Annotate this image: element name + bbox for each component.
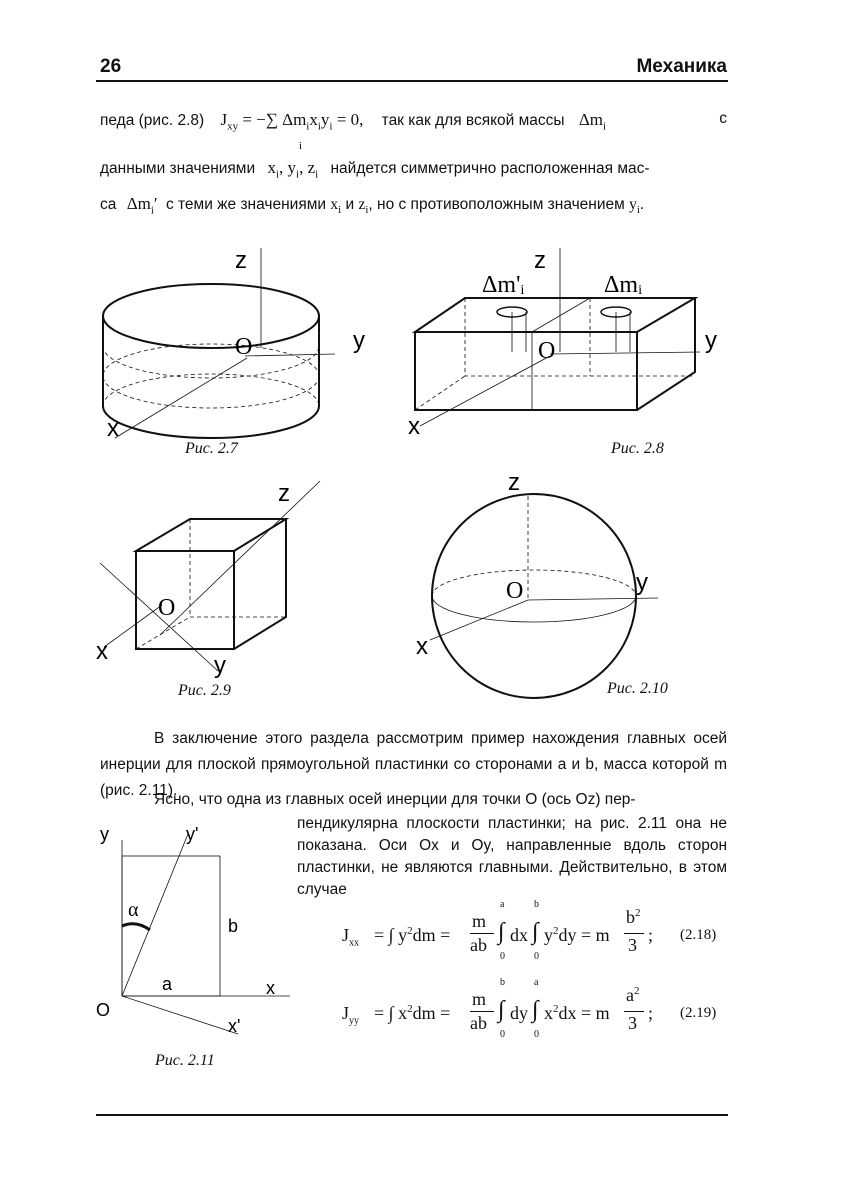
label-x: x: [107, 415, 119, 442]
caption-2-9: Рис. 2.9: [178, 682, 231, 699]
x-axis: [115, 358, 247, 438]
svg-text:x: x: [96, 638, 108, 665]
svg-text:x': x': [228, 1016, 241, 1036]
svg-text:z: z: [508, 469, 520, 496]
svg-text:z: z: [278, 480, 290, 507]
label-z: z: [235, 247, 247, 274]
svg-text:y: y: [214, 652, 226, 679]
caption-2-10: Рис. 2.10: [607, 680, 668, 697]
equation-2-18: $J_{xx}$ = ∫ $y^2dm$ = m ab ∫ a 0 dx ∫ b 0 $y^2dy = m$ $b^2$ 3 ;: [342, 899, 654, 962]
svg-text:α: α: [128, 899, 139, 921]
svg-text:x: x: [408, 413, 420, 440]
svg-text:b: b: [228, 916, 239, 936]
paragraph-conclusion: В заключение этого раздела рассмотрим пример нахождения главных осей инерции для плоской прямоугольной пластинки со сторонами a и b, масса которой m (рис. 2.11).: [100, 730, 727, 799]
svg-text:a: a: [162, 974, 173, 994]
intro-line-1: педа (рис. 2.8) $J_{xy}$ = −∑ $\Delta m_ix_iy_i = 0$, так как для всякой массы $\Delta m_i$ с: [100, 110, 727, 133]
cylinder-middle: [103, 344, 319, 408]
figure-2-11: [90, 820, 300, 1036]
sum-index: i: [299, 140, 303, 152]
svg-text:Δmᵢ: Δmᵢ: [604, 272, 643, 298]
header-rule: [96, 80, 728, 82]
paragraph-main-axes-first: Ясно, что одна из главных осей инерции для точки O (ось Oz) пер-: [154, 791, 636, 808]
chapter-title: Механика: [636, 56, 727, 77]
cylinder-back-bottom: [103, 374, 319, 406]
svg-text:Δm'ᵢ: Δm'ᵢ: [482, 272, 525, 298]
footer-rule: [96, 1114, 728, 1116]
cylinder-body: [103, 316, 319, 438]
page-number: 26: [100, 56, 122, 77]
caption-2-7: Рис. 2.7: [185, 440, 238, 457]
svg-text:O: O: [506, 578, 524, 604]
svg-text:y: y: [636, 569, 648, 596]
svg-text:y': y': [186, 824, 199, 844]
figure-2-9: [90, 475, 340, 685]
svg-text:y: y: [705, 327, 717, 354]
equation-number-2-19: (2.19): [680, 1005, 717, 1021]
svg-text:y: y: [100, 824, 109, 844]
figure-2-7: [95, 240, 385, 470]
svg-text:x: x: [416, 633, 428, 660]
svg-text:O: O: [158, 595, 176, 621]
cylinder-top: [103, 284, 319, 348]
intro-line-2: данными значениями $x_i$, $y_i$, $z_i$ найдется симметрично расположенная мас-: [100, 158, 650, 181]
equation-2-19: $J_{yy}$ = ∫ $x^2dm$ = m ab ∫ b 0 dy ∫ a 0 $x^2dx = m$ $a^2$ 3 ;: [342, 977, 654, 1040]
svg-text:O: O: [96, 1000, 111, 1020]
label-y: y: [353, 327, 365, 354]
svg-text:O: O: [538, 338, 556, 364]
svg-text:x: x: [266, 978, 275, 998]
equation-number-2-18: (2.18): [680, 927, 717, 943]
intro-line-3: са $\Delta m_i'$ с теми же значениями $x_i$ и $z_i$, но с противоположным значением $y_i$.: [100, 194, 644, 217]
caption-2-11: Рис. 2.11: [155, 1052, 215, 1069]
paragraph-main-axes-rest: пендикулярна плоскости пластинки; на рис. 2.11 она не показана. Оси Ox и Oy, направленные вдоль сторон пластинки, не являются главными. Действительно, в этом случае: [297, 815, 727, 898]
figure-2-8: [400, 240, 730, 440]
svg-text:z: z: [534, 247, 546, 274]
figure-2-10: [410, 470, 670, 685]
caption-2-8: Рис. 2.8: [611, 440, 664, 457]
label-o: O: [235, 334, 253, 360]
